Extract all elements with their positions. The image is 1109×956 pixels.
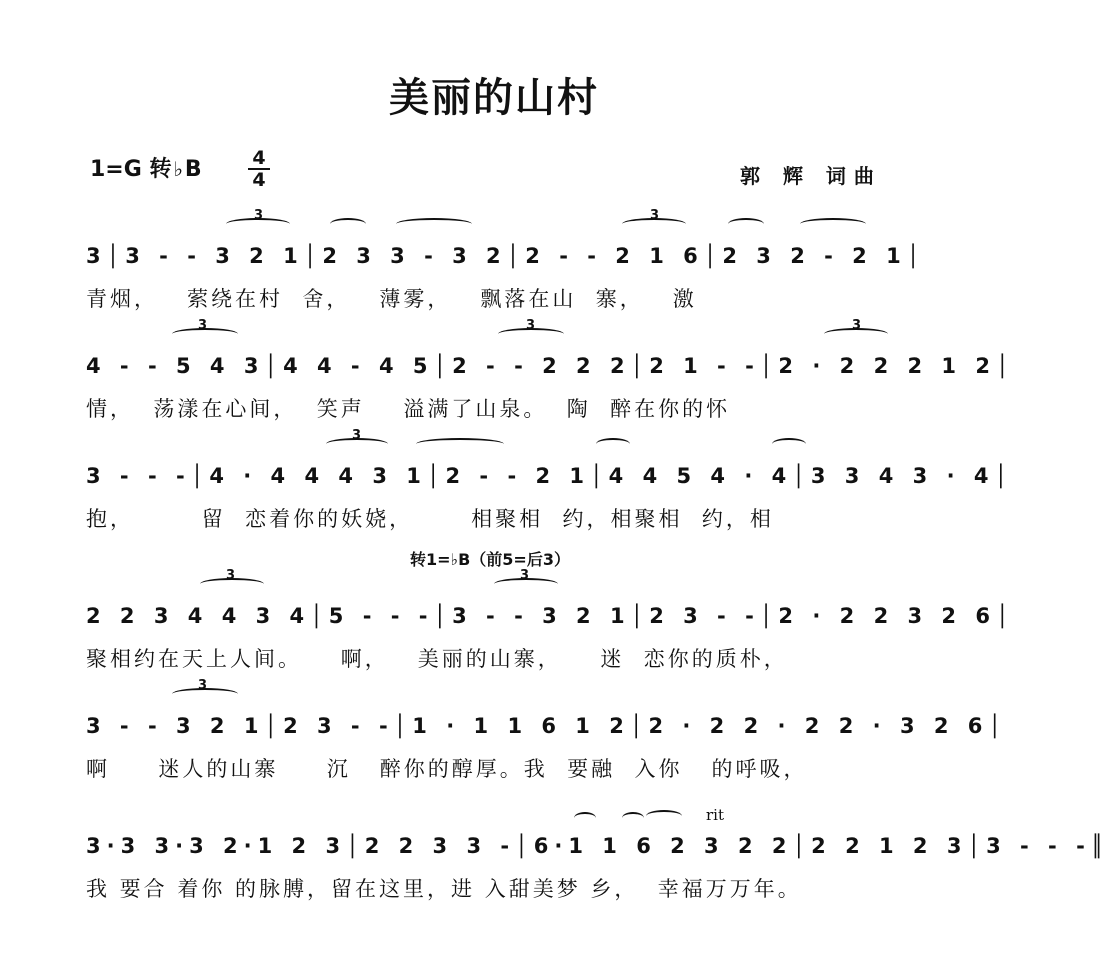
staff-line-1 — [0, 236, 988, 311]
lyrics-line-3: 抱， 留 恋着你的妖娆， 相聚相 约，相聚相 约，相 — [86, 507, 774, 531]
slur-icon — [494, 578, 558, 590]
notes-line-6: 3·3 3·3 2·1 2 3│2 2 3 3 -│6·1 1 6 2 3 2 2│2 2 1 2 3│3 - - -║ — [86, 834, 1109, 858]
notes-line-4: 2 2 3 4 4 3 4│5 - - -│3 - - 3 2 1│2 3 - -│2 · 2 2 3 2 6│ — [86, 604, 1015, 628]
lyrics-line-1: 青烟， 萦绕在村 舍， 薄雾， 飘落在山 寨， 激 — [86, 287, 697, 311]
triplet-mark: 3 — [852, 318, 862, 333]
triplet-mark: 3 — [198, 318, 208, 333]
lyrics-line-2: 情， 荡漾在心间， 笑声 溢满了山泉。 陶 醉在你的怀 — [86, 397, 731, 421]
meter-top: 4 — [252, 147, 266, 169]
rit-marking: rit — [706, 806, 724, 824]
slur-icon — [226, 218, 290, 230]
slur-icon — [800, 218, 866, 230]
key-prefix: 1=G 转 — [90, 157, 172, 182]
time-signature — [248, 148, 270, 190]
slur-icon — [326, 438, 388, 450]
slur-icon — [396, 218, 472, 230]
slur-icon — [622, 812, 644, 824]
notes-line-5: 3 - - 3 2 1│2 3 - -│1 · 1 1 6 1 2│2 · 2 2 · 2 2 · 3 2 6│ — [86, 714, 1008, 738]
slur-icon — [330, 218, 366, 230]
slur-icon — [416, 438, 504, 450]
slur-icon — [622, 218, 686, 230]
modulation-note: 转1=♭B（前5=后3） — [410, 550, 570, 569]
staff-line-4 — [0, 596, 1015, 671]
triplet-mark: 3 — [254, 208, 264, 223]
notes-line-3: 3 - - -│4 · 4 4 4 3 1│2 - - 2 1│4 4 5 4 · 4│3 3 4 3 · 4│ — [86, 464, 1014, 488]
slur-icon — [772, 438, 806, 450]
staff-line-2 — [0, 346, 1015, 421]
slur-icon — [172, 688, 238, 700]
slur-icon — [574, 812, 596, 824]
song-title: 美丽的山村 — [389, 75, 599, 121]
triplet-mark: 3 — [352, 428, 362, 443]
lyrics-line-6: 我 要合 着你 的脉膊，留在这里，进 入甜美梦 乡， 幸福万万年。 — [86, 877, 802, 901]
key-target: B — [184, 157, 202, 182]
slur-icon — [200, 578, 264, 590]
slur-icon — [646, 810, 682, 822]
notes-line-2: 4 - - 5 4 3│4 4 - 4 5│2 - - 2 2 2│2 1 - -│2 · 2 2 2 1 2│ — [86, 354, 1015, 378]
flat-icon: ♭ — [173, 157, 183, 181]
meter-bottom: 4 — [248, 168, 270, 190]
key-signature — [90, 152, 202, 183]
slur-icon — [728, 218, 764, 230]
credit: 郭 辉 词曲 — [740, 164, 882, 188]
lyrics-line-4: 聚相约在天上人间。 啊， 美丽的山寨， 迷 恋你的质朴， — [86, 647, 788, 671]
triplet-mark: 3 — [520, 568, 530, 583]
notes-line-1: 3│3 - - 3 2 1│2 3 3 - 3 2│2 - - 2 1 6│2 3 2 - 2 1│ — [86, 244, 926, 268]
triplet-mark: 3 — [650, 208, 660, 223]
staff-line-3 — [0, 456, 1014, 531]
slur-icon — [172, 328, 238, 340]
triplet-mark: 3 — [226, 568, 236, 583]
slur-icon — [824, 328, 888, 340]
lyrics-line-5: 啊 迷人的山寨 沉 醉你的醇厚。我 要融 入你 的呼吸， — [86, 757, 808, 781]
staff-line-5 — [0, 706, 1008, 781]
staff-line-6 — [0, 826, 1109, 901]
slur-icon — [498, 328, 564, 340]
triplet-mark: 3 — [526, 318, 536, 333]
slur-icon — [596, 438, 630, 450]
triplet-mark: 3 — [198, 678, 208, 693]
